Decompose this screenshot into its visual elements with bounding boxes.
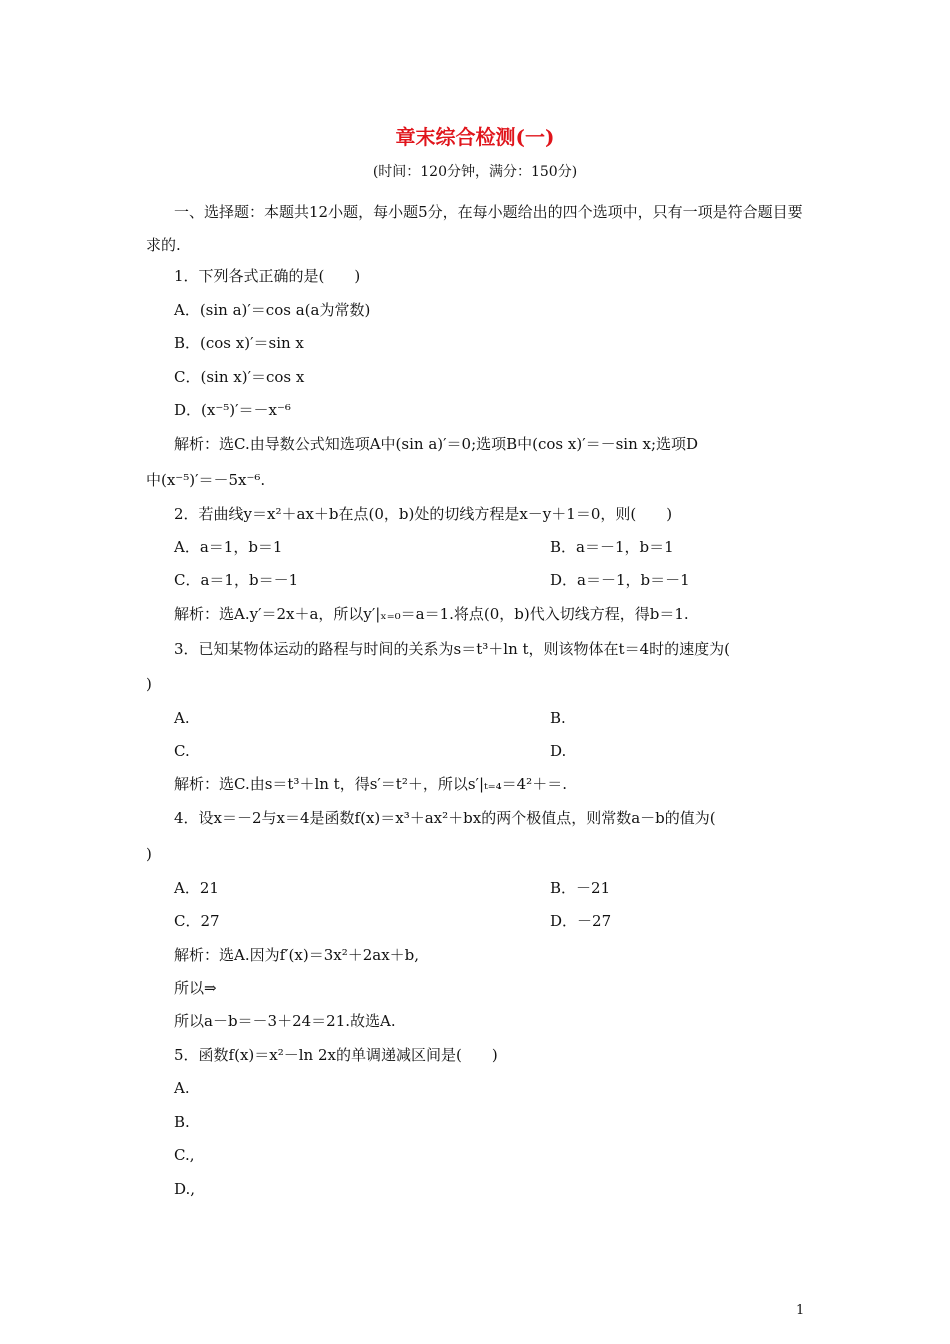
q1-option-c: C．(sin x)′＝cos x [174,368,305,386]
q4-option-d: D．－27 [550,912,612,930]
q3-option-b: B. [550,709,566,727]
q3-option-c: C. [174,742,190,760]
q3-stem-line1: 3．已知某物体运动的路程与时间的关系为s＝t³＋ln t，则该物体在t＝4时的速度为( [174,640,730,658]
q1-option-a: A．(sin a)′＝cos a(a为常数) [174,301,371,319]
q4-option-c: C．27 [174,912,220,930]
q5-option-d: D., [174,1180,196,1198]
section-instructions: 一、选择题：本题共12小题，每小题5分，在每小题给出的四个选项中，只有一项是符合题目要求的. [146,203,803,254]
page-number: 1 [796,1303,805,1318]
q2-analysis: 解析：选A.y′＝2x＋a，所以y′|ₓ₌₀＝a＝1.将点(0，b)代入切线方程，得b＝1. [174,605,689,623]
q5-option-a: A. [174,1079,190,1097]
q1-stem: 1．下列各式正确的是( ) [174,267,361,285]
q4-analysis-line1: 解析：选A.因为f′(x)＝3x²＋2ax＋b, [174,946,420,964]
exam-info: (时间：120分钟，满分：150分) [372,164,578,180]
page-title: 章末综合检测(一) [395,125,555,149]
q2-option-a: A．a＝1，b＝1 [174,538,283,556]
q1-analysis-line1: 解析：选C.由导数公式知选项A中(sin a)′＝0;选项B中(cos x)′＝－sin x;选项D [174,435,699,453]
q3-analysis: 解析：选C.由s＝t³＋ln t，得s′＝t²＋，所以s′|ₜ₌₄＝4²＋＝. [174,775,567,793]
q3-option-d: D. [550,742,567,760]
q5-stem: 5．函数f(x)＝x²－ln 2x的单调递减区间是( ) [174,1046,498,1064]
q4-analysis-line2: 所以⇒ [174,979,217,997]
q3-option-a: A. [174,709,190,727]
q2-option-c: C．a＝1，b＝－1 [174,571,299,589]
q4-stem-line2: ) [146,845,152,863]
q1-option-b: B．(cos x)′＝sin x [174,334,304,352]
q3-stem-line2: ) [146,675,152,693]
q5-option-c: C., [174,1146,195,1164]
q1-analysis-line2: 中(x⁻⁵)′＝－5x⁻⁶. [146,471,266,489]
q4-stem-line1: 4．设x＝－2与x＝4是函数f(x)＝x³＋ax²＋bx的两个极值点，则常数a－b的值为( [174,809,716,827]
q4-analysis-line3: 所以a－b＝－3＋24＝21.故选A. [174,1012,396,1030]
q2-option-d: D．a＝－1，b＝－1 [550,571,690,589]
q2-stem: 2．若曲线y＝x²＋ax＋b在点(0，b)处的切线方程是x－y＋1＝0，则( ) [174,505,673,523]
q1-option-d: D．(x⁻⁵)′＝－x⁻⁶ [174,401,291,419]
q4-option-a: A．21 [174,879,219,897]
q2-option-b: B．a＝－1，b＝1 [550,538,674,556]
q4-option-b: B．－21 [550,879,611,897]
q5-option-b: B. [174,1113,190,1131]
